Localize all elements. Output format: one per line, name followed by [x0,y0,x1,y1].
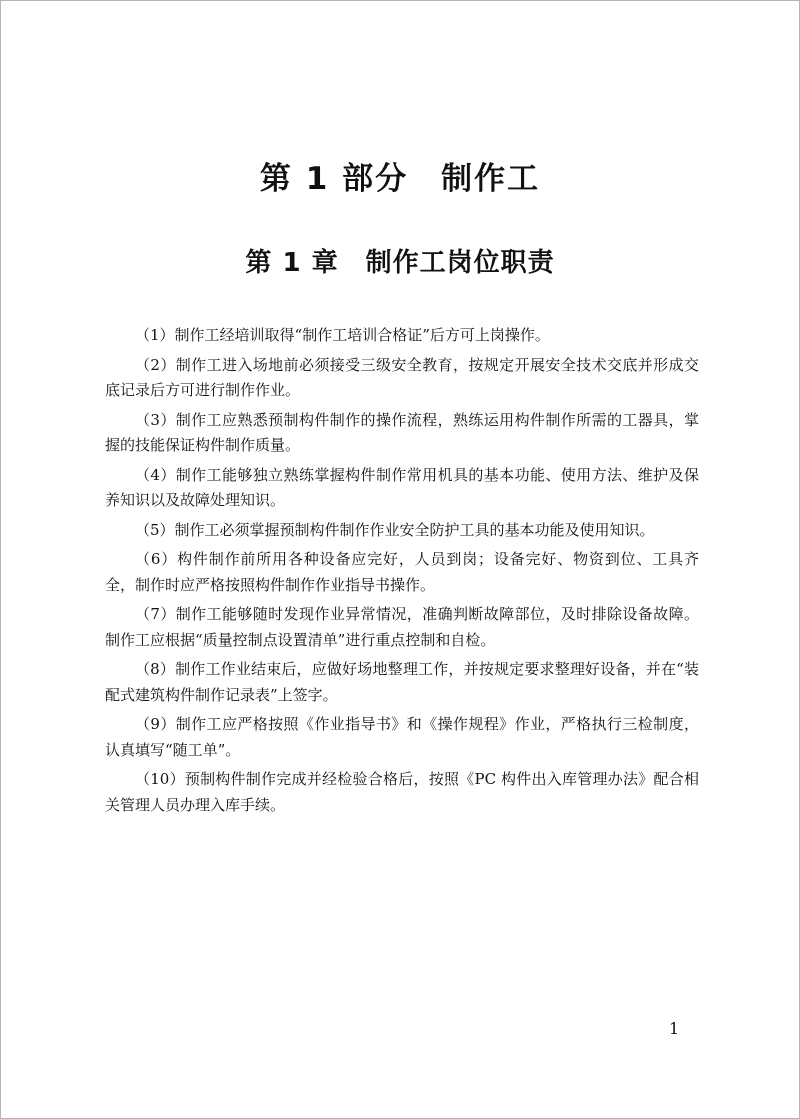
duty-paragraph-9: （9）制作工应严格按照《作业指导书》和《操作规程》作业，严格执行三检制度，认真填写“随工单”。 [105,715,699,759]
part-title: 第 1 部分 制作工 [259,161,541,197]
duty-paragraph-3: （3）制作工应熟悉预制构件制作的操作流程，熟练运用构件制作所需的工器具，掌握的技能保证构件制作质量。 [105,410,699,454]
chapter-title: 第 1 章 制作工岗位职责 [245,248,555,278]
duty-paragraph-6: （6）构件制作前所用各种设备应完好，人员到岗；设备完好、物资到位、工具齐全，制作时应严格按照构件制作作业指导书操作。 [105,550,699,594]
duties-list [105,323,699,822]
duty-paragraph-5: （5）制作工必须掌握预制构件制作作业安全防护工具的基本功能及使用知识。 [135,520,655,539]
duty-paragraph-4: （4）制作工能够独立熟练掌握构件制作常用机具的基本功能、使用方法、维护及保养知识以及故障处理知识。 [105,465,699,509]
duty-paragraph-8: （8）制作工作业结束后，应做好场地整理工作，并按规定要求整理好设备，并在“装配式建筑构件制作记录表”上签字。 [105,660,699,704]
duty-paragraph-7: （7）制作工能够随时发现作业异常情况，准确判断故障部位，及时排除设备故障。制作工应根据“质量控制点设置清单”进行重点控制和自检。 [105,605,699,649]
duty-paragraph-10: （10）预制构件制作完成并经检验合格后，按照《PC 构件出入库管理办法》配合相关管理人员办理入库手续。 [105,770,699,814]
duty-paragraph-2: （2）制作工进入场地前必须接受三级安全教育，按规定开展安全技术交底并形成交底记录后方可进行制作作业。 [105,355,699,399]
duty-paragraph-1: （1）制作工经培训取得“制作工培训合格证”后方可上岗操作。 [135,326,550,344]
page-number: 1 [669,1019,680,1038]
